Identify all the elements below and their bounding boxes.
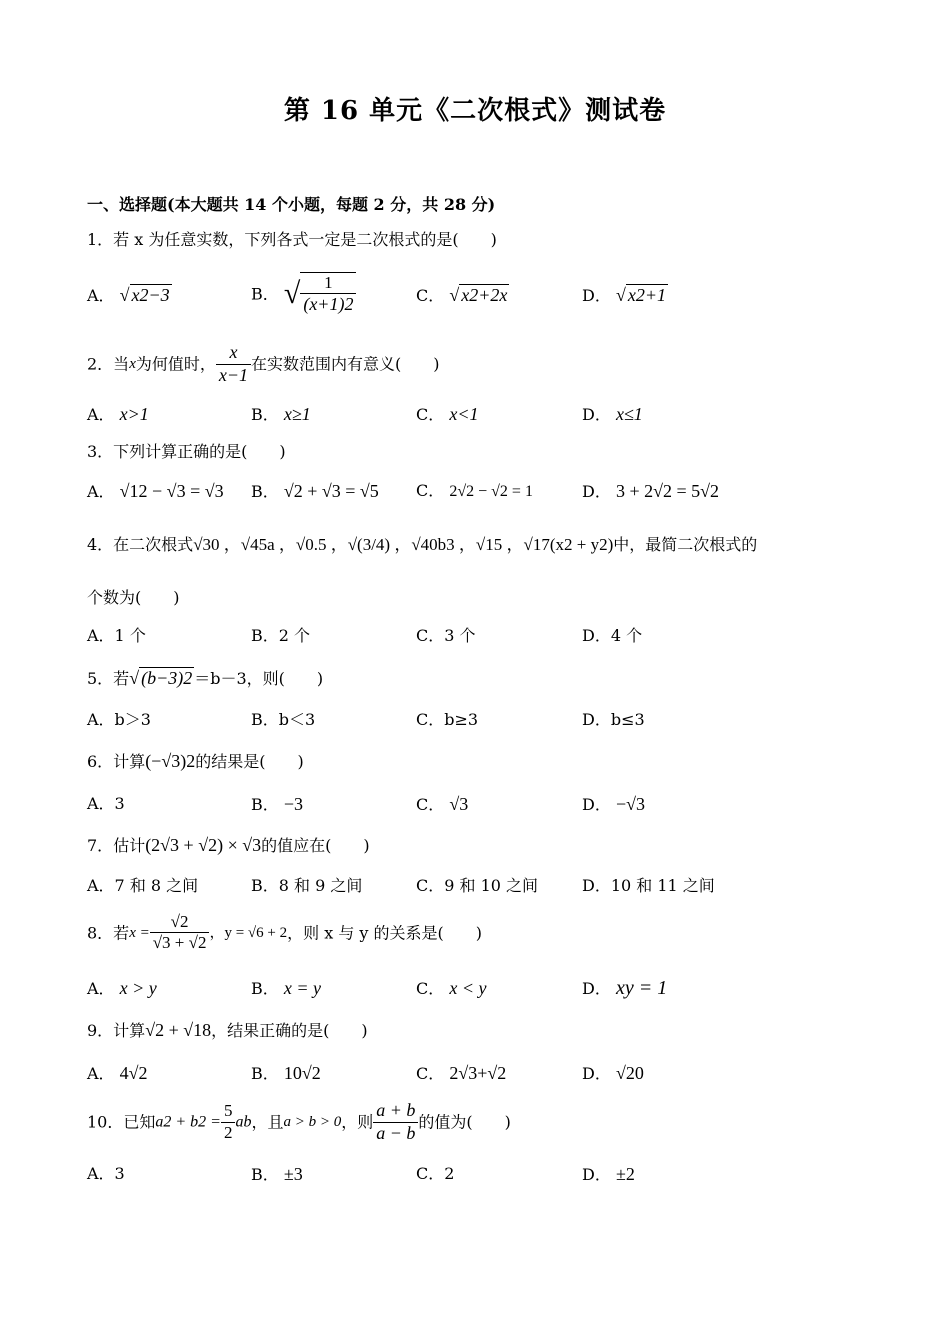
stem-text: 的值应在( ) (261, 836, 370, 855)
q10-option-d (582, 1164, 635, 1186)
question-5-stem (87, 667, 323, 690)
radicand: x2−3 (131, 285, 170, 305)
numerator: √2 (150, 912, 210, 933)
math-expr: √ x2−3 (119, 285, 170, 305)
denominator: a − b (376, 1122, 416, 1143)
q7-option-a: A．7 和 8 之间 (87, 876, 199, 895)
question-1-stem: 1．若 x 为任意实数，下列各式一定是二次根式的是( ) (87, 230, 497, 249)
question-10-stem (87, 1100, 511, 1144)
math-expr: x<1 (449, 404, 479, 424)
option-label: A． (87, 405, 115, 424)
stem-text: ，结果正确的是( ) (211, 1021, 368, 1040)
stem-text: 的值为( ) (418, 1112, 511, 1132)
option-label: D． (582, 405, 611, 424)
denominator: x−1 (218, 364, 249, 385)
q6-option-d (582, 794, 645, 816)
option-label: A． (87, 1064, 115, 1083)
option-label: C． (416, 481, 445, 500)
q10-option-b (251, 1164, 303, 1186)
fraction (373, 1100, 418, 1144)
numerator: a + b (373, 1100, 418, 1123)
q9-option-c (416, 1063, 506, 1085)
stem-text: 在实数范围内有意义( ) (251, 354, 440, 374)
question-7-stem (87, 835, 370, 857)
option-label: C． (416, 979, 445, 998)
math-expr: a2 + b2 = (155, 1113, 221, 1131)
q4-option-b: B．2 个 (251, 626, 311, 645)
q3-option-b (251, 481, 379, 503)
q9-option-d (582, 1063, 644, 1085)
q2-option-a (87, 404, 149, 426)
math-expr: √12 − √3 = √3 (119, 481, 224, 501)
q1-option-d (582, 284, 668, 307)
option-label: C． (416, 1064, 445, 1083)
question-9-stem (87, 1020, 368, 1042)
math-expr: 2√3+√2 (449, 1063, 507, 1083)
math-expr: ±3 (283, 1164, 303, 1184)
question-6-stem (87, 751, 304, 773)
q10-option-c: C．2 (416, 1164, 455, 1183)
stem-text: 9．计算 (87, 1021, 146, 1040)
radicand: (b−3)2 (141, 668, 193, 688)
math-expr: (−√3)2 (145, 751, 196, 771)
q7-option-c: C．9 和 10 之间 (416, 876, 539, 895)
math-expr: x = (129, 924, 150, 941)
option-label: C． (416, 795, 445, 814)
math-expr: a > b > 0 (283, 1114, 342, 1131)
stem-text: ，则 (341, 1112, 374, 1132)
q6-option-b (251, 794, 303, 816)
option-label: D． (582, 1064, 611, 1083)
question-4-stem-line2: 个数为( ) (87, 588, 180, 607)
option-label: C． (416, 405, 445, 424)
stem-text: 的结果是( ) (195, 752, 304, 771)
section-heading: 一、选择题(本大题共 14 个小题，每题 2 分，共 28 分) (87, 195, 496, 214)
math-expr: ab (235, 1113, 252, 1131)
fraction (216, 342, 251, 386)
q7-option-b: B．8 和 9 之间 (251, 876, 363, 895)
math-expr: (2√3 + √2) × √3 (145, 835, 262, 855)
math-var: x (129, 356, 136, 373)
denominator: 2 (223, 1122, 233, 1142)
math-expr: √ x2+2x (449, 285, 508, 305)
radicand: x2+2x (461, 285, 508, 305)
q8-option-c (416, 978, 486, 1000)
denominator: (x+1)2 (303, 294, 354, 315)
option-label: B． (251, 405, 279, 424)
q8-option-d (582, 976, 667, 1000)
stem-text: 6．计算 (87, 752, 146, 771)
q5-option-d: D．b≤3 (582, 710, 645, 729)
stem-text: 为何值时， (135, 354, 216, 374)
option-label: D． (582, 979, 611, 998)
numerator: 1 (300, 273, 356, 294)
math-expr: 3 + 2√2 = 5√2 (615, 481, 719, 501)
math-expr: 10√2 (283, 1063, 321, 1083)
option-label: A． (87, 979, 115, 998)
stem-text: ＝b－3，则( ) (194, 669, 324, 688)
option-label: B． (251, 1064, 279, 1083)
option-label: B． (251, 1165, 279, 1184)
q9-option-a (87, 1063, 148, 1085)
math-expr: √2 + √18 (145, 1020, 212, 1040)
math-expr: √20 (615, 1063, 644, 1083)
math-expr: x < y (449, 978, 487, 998)
math-expr: x>1 (119, 404, 149, 424)
option-label: B． (251, 979, 279, 998)
math-expr: √ (b−3)2 (129, 668, 193, 688)
math-expr: √30 ，√45a ，√0.5 ，√(3/4) ，√40b3 ，√15 ，√17(x2 + y2) (193, 535, 614, 554)
q7-option-d: D．10 和 11 之间 (582, 876, 715, 895)
question-8-stem (87, 912, 482, 954)
math-expr: ±2 (615, 1164, 635, 1184)
question-3-stem: 3．下列计算正确的是( ) (87, 442, 286, 461)
q5-option-c: C．b≥3 (416, 710, 479, 729)
q3-option-a (87, 481, 224, 503)
math-expr: √ x2+1 (615, 285, 666, 305)
option-label: D． (582, 795, 611, 814)
option-label: D． (582, 482, 611, 501)
q1-option-a (87, 284, 172, 307)
numerator: 5 (221, 1101, 236, 1122)
q8-option-b (251, 978, 321, 1000)
option-label: B． (251, 284, 279, 304)
stem-text: 10．已知 (87, 1112, 156, 1132)
q6-option-c (416, 794, 468, 816)
numerator: x (216, 342, 251, 365)
math-expr: x > y (119, 978, 157, 998)
sqrt-sign: √ (283, 277, 301, 310)
stem-text: 8．若 (87, 923, 130, 943)
option-label: D． (582, 1165, 611, 1184)
fraction (300, 272, 356, 316)
math-expr: −√3 (615, 794, 645, 814)
math-expr: x≤1 (615, 404, 643, 424)
page-title: 第 16 单元《二次根式》测试卷 (283, 96, 667, 126)
q3-option-d (582, 481, 719, 503)
q10-option-a: A．3 (87, 1164, 125, 1183)
denominator: √3 + √2 (152, 933, 207, 953)
math-expr: x≥1 (283, 404, 311, 424)
question-4-stem (87, 535, 757, 555)
radicand: x2+1 (627, 285, 666, 305)
option-label: B． (251, 795, 279, 814)
option-label: A． (87, 482, 115, 501)
q4-option-a: A．1 个 (87, 626, 146, 645)
stem-text: 4．在二次根式 (87, 535, 194, 554)
stem-text: 2．当 (87, 354, 130, 374)
q5-option-b: B．b＜3 (251, 710, 316, 729)
stem-text: 7．估计 (87, 836, 146, 855)
q2-option-b (251, 404, 311, 426)
math-expr: x = y (283, 978, 321, 998)
option-label: A． (87, 286, 115, 305)
math-expr: 4√2 (119, 1063, 148, 1083)
q3-option-c (416, 481, 533, 501)
question-2-stem (87, 342, 440, 386)
q1-option-b (251, 272, 356, 316)
stem-text: ，则 x 与 y 的关系是( ) (287, 923, 483, 943)
q1-option-c (416, 284, 509, 307)
option-label: C． (416, 286, 445, 305)
q6-option-a: A．3 (87, 794, 125, 813)
q2-option-d (582, 404, 643, 426)
q4-option-d: D．4 个 (582, 626, 643, 645)
stem-text: 中，最简二次根式的 (613, 535, 758, 554)
stem-text: 5．若 (87, 669, 130, 688)
option-label: D． (582, 286, 611, 305)
stem-text: ，且 (251, 1112, 284, 1132)
fraction (221, 1101, 236, 1143)
q2-option-c (416, 404, 478, 426)
math-expr: ，y = √6 + 2 (209, 924, 288, 941)
q8-option-a (87, 978, 157, 1000)
math-expr: xy = 1 (615, 977, 668, 999)
option-label: B． (251, 482, 279, 501)
math-expr: √3 (449, 794, 469, 814)
math-expr: 2√2 − √2 = 1 (449, 483, 533, 500)
q4-option-c: C．3 个 (416, 626, 476, 645)
fraction (150, 912, 210, 954)
q5-option-a: A．b＞3 (87, 710, 151, 729)
math-expr: −3 (283, 794, 304, 814)
math-expr: √2 + √3 = √5 (283, 481, 379, 501)
q9-option-b (251, 1063, 321, 1085)
